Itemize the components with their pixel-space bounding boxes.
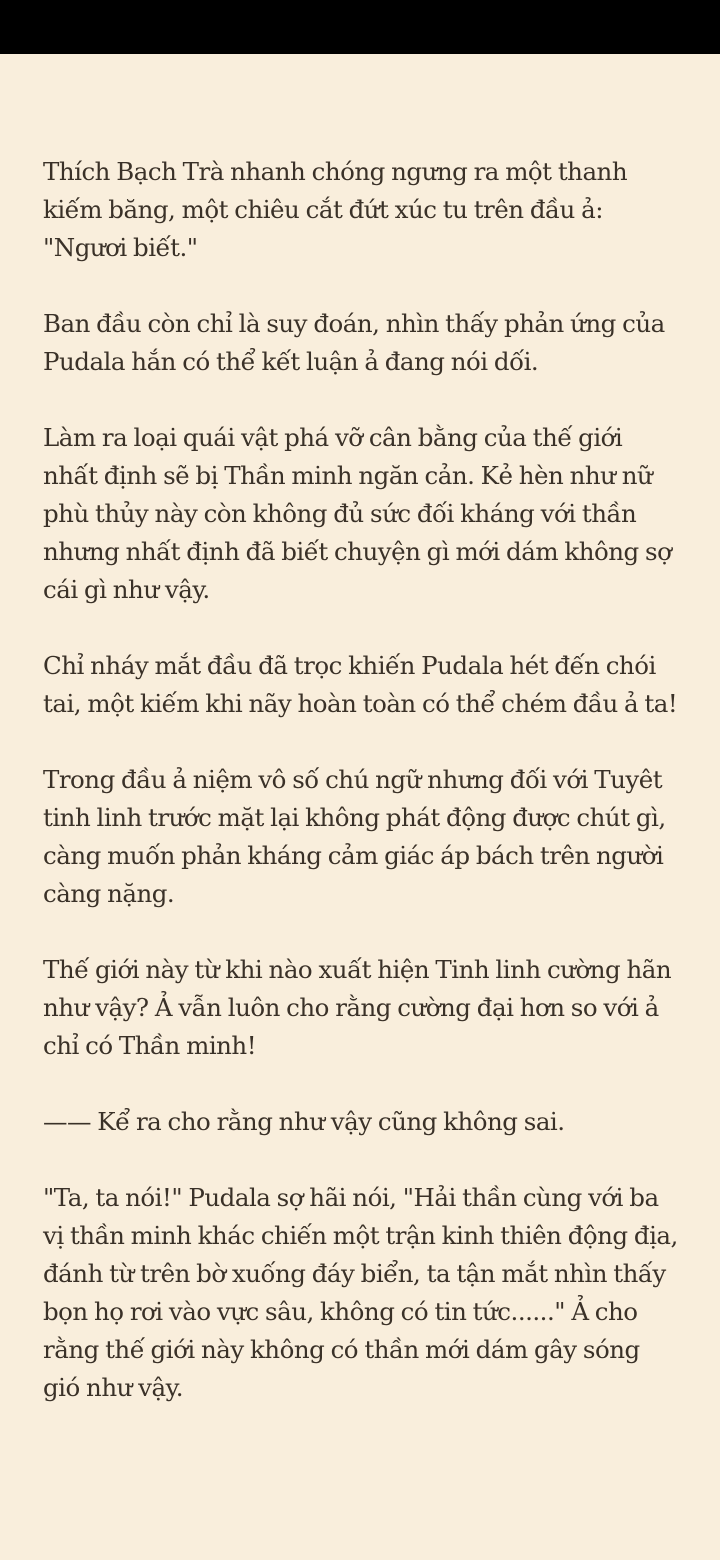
chapter-text (43, 153, 679, 1407)
paragraph-5: Trong đầu ả niệm vô số chú ngữ nhưng đối với Tuyêt tinh linh trước mặt lại không phát động được chút gì, càng muốn phản kháng cảm giác áp bách trên người càng nặng. (43, 765, 666, 908)
paragraph-8: "Ta, ta nói!" Pudala sợ hãi nói, "Hải thần cùng với ba vị thần minh khác chiến một trận kinh thiên động địa, đánh từ trên bờ xuống đáy biển, ta tận mắt nhìn thấy bọn họ rơi vào vực sâu, không có tin tức......" Ả cho rằng thế giới này không có thần mới dám gây sóng gió như vậy. (43, 1183, 678, 1402)
paragraph-7: —— Kể ra cho rằng như vậy cũng không sai. (43, 1107, 565, 1136)
reader-page[interactable] (0, 54, 720, 1560)
paragraph-4: Chỉ nháy mắt đầu đã trọc khiến Pudala hét đến chói tai, một kiếm khi nãy hoàn toàn có thể chém đầu ả ta! (43, 651, 678, 718)
paragraph-3: Làm ra loại quái vật phá vỡ cân bằng của thế giới nhất định sẽ bị Thần minh ngăn cản. Kẻ hèn như nữ phù thủy này còn không đủ sức đối kháng với thần nhưng nhất định đã biết chuyện gì mới dám không sợ cái gì như vậy. (43, 423, 672, 604)
paragraph-2: Ban đầu còn chỉ là suy đoán, nhìn thấy phản ứng của Pudala hắn có thể kết luận ả đang nói dối. (43, 309, 665, 376)
paragraph-6: Thế giới này từ khi nào xuất hiện Tinh linh cường hãn như vậy? Ả vẫn luôn cho rằng cường đại hơn so với ả chỉ có Thần minh! (43, 955, 672, 1060)
paragraph-1: Thích Bạch Trà nhanh chóng ngưng ra một thanh kiếm băng, một chiêu cắt đứt xúc tu trên đầu ả: "Ngươi biết." (43, 157, 628, 262)
status-bar (0, 0, 720, 54)
